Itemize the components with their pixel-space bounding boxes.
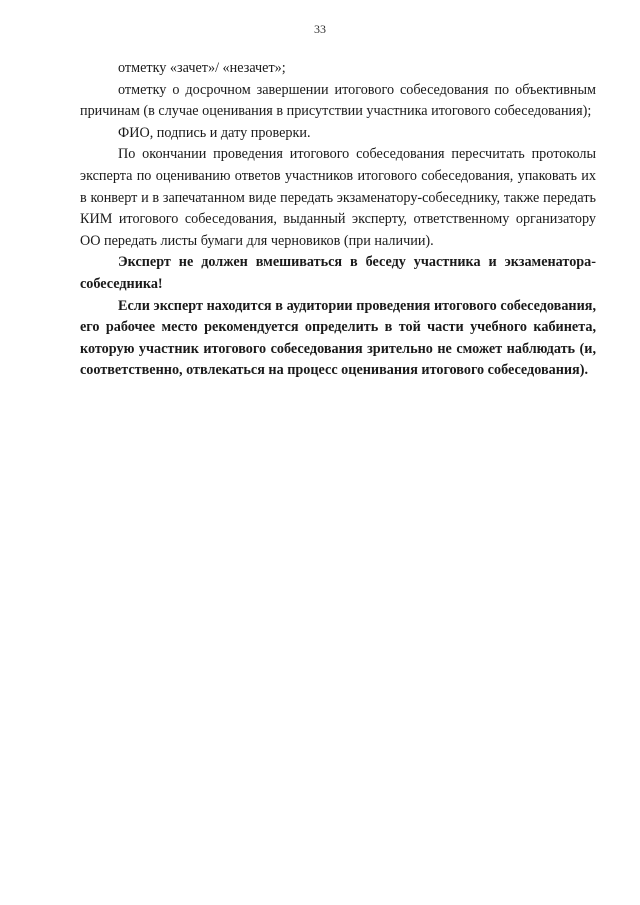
paragraph-after-interview-procedure: По окончании проведения итогового собеседования пересчитать протоколы эксперта по оцениванию ответов участников итогового собеседования, упаковать их в конверт и в запечатанном виде передать экзаменатору-собеседнику, также передать КИМ итогового собеседования, выданный эксперту, ответственному организатору ОО передать листы бумаги для черновиков (при наличии).: [80, 146, 596, 249]
page-number: 33: [314, 22, 326, 36]
paragraph-grade-mark: отметку «зачет»/ «незачет»;: [118, 60, 286, 76]
paragraph-expert-workplace: Если эксперт находится в аудитории проведения итогового собеседования, его рабочее место рекомендуется определить в той части учебного кабинета, которую участник итогового собеседования зрительно не сможет наблюдать (и, соответственно, отвлекаться на процесс оценивания итогового собеседования).: [80, 297, 596, 379]
document-body: [80, 58, 596, 382]
paragraph-expert-no-interference: Эксперт не должен вмешиваться в беседу участника и экзаменатора-собеседника!: [80, 254, 596, 292]
paragraph-signature-date: ФИО, подпись и дату проверки.: [118, 124, 311, 141]
paragraph-early-termination-mark: отметку о досрочном завершении итогового собеседования по объективным причинам (в случае оценивания в присутствии участника итогового собеседования);: [80, 81, 596, 120]
